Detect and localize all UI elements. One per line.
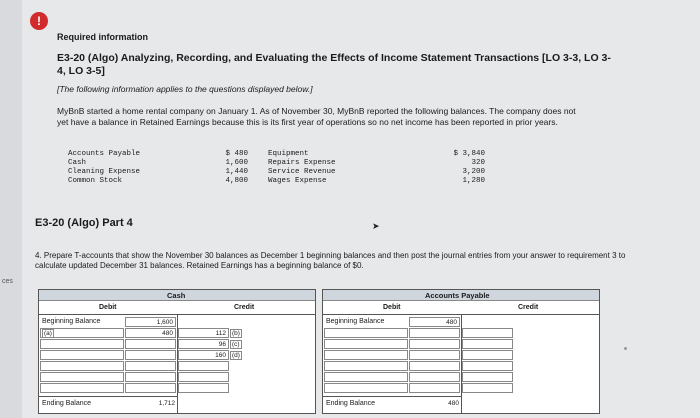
scenario-paragraph: MyBnB started a home rental company on January 1. As of November 30, MyBnB reported the following balances. The company does not yet have a balance in Retained Earnings because this is its first year of operations so no net income has been reported in prior years. <box>57 106 576 127</box>
credit-value: 96 <box>218 341 226 348</box>
credit-input[interactable] <box>178 339 229 349</box>
balance-name: Repairs Expense <box>268 159 336 167</box>
debit-input[interactable] <box>409 328 460 338</box>
credit-header: Credit <box>234 304 255 311</box>
debit-value: 480 <box>162 330 173 337</box>
ending-separator <box>323 396 461 397</box>
sidebar-cut-text: ces <box>2 278 13 285</box>
t-account-title: Cash <box>167 291 186 300</box>
t-account-cash <box>38 289 316 414</box>
account-label-select[interactable] <box>324 350 408 360</box>
account-label-select[interactable] <box>40 350 124 360</box>
debit-input[interactable] <box>125 328 176 338</box>
credit-input[interactable] <box>178 383 229 393</box>
debit-input[interactable] <box>125 361 176 371</box>
balance-value: 4,800 <box>225 177 248 185</box>
debit-input[interactable] <box>409 372 460 382</box>
beginning-balance-value: 1,600 <box>156 319 173 326</box>
balance-name: Common Stock <box>68 177 123 185</box>
balance-name: Wages Expense <box>268 177 327 185</box>
credit-input[interactable] <box>462 328 513 338</box>
left-sidebar <box>0 0 22 418</box>
t-account-header <box>323 290 599 301</box>
debit-input[interactable] <box>125 350 176 360</box>
account-label-select[interactable] <box>324 328 408 338</box>
account-label-select[interactable] <box>40 361 124 371</box>
debit-input[interactable] <box>125 339 176 349</box>
credit-input[interactable] <box>178 361 229 371</box>
balance-name: Cleaning Expense <box>68 168 141 176</box>
question-4-text: 4. Prepare T-accounts that show the November 30 balances as December 1 beginning balances and then post the journal entries from your answer to requirement 3 to calculate updated December 31 balances. Retained Earnings has a beginning balance of $0. <box>35 251 626 270</box>
decorative-dot <box>624 347 627 350</box>
balance-value: 1,440 <box>225 168 248 176</box>
entry-letter[interactable]: (d) <box>230 351 242 360</box>
credit-input[interactable] <box>178 372 229 382</box>
debit-input[interactable] <box>125 372 176 382</box>
credit-value: 160 <box>215 352 226 359</box>
credit-input[interactable] <box>178 328 229 338</box>
credit-input[interactable] <box>462 361 513 371</box>
credit-header: Credit <box>518 304 539 311</box>
account-label-select[interactable] <box>40 383 124 393</box>
balance-value: 1,280 <box>462 177 485 185</box>
entry-letter[interactable]: (b) <box>230 329 242 338</box>
ending-balance-value: 1,712 <box>158 400 175 407</box>
account-label-select[interactable] <box>324 383 408 393</box>
mouse-cursor-icon: ➤ <box>372 221 380 231</box>
part-title: E3-20 (Algo) Part 4 <box>35 217 133 229</box>
credit-input[interactable] <box>462 383 513 393</box>
t-account-title: Accounts Payable <box>425 291 490 300</box>
balances-values-col1 <box>215 150 248 186</box>
balance-value: 1,600 <box>225 159 248 167</box>
entry-letter[interactable]: (c) <box>230 340 242 349</box>
credit-input[interactable] <box>462 372 513 382</box>
balance-name: Accounts Payable <box>68 150 141 158</box>
alert-icon: ! <box>30 12 48 30</box>
credit-value: 112 <box>215 330 226 337</box>
exercise-title: E3-20 (Algo) Analyzing, Recording, and Evaluating the Effects of Income Statement Transactions [LO 3-3, LO 3-4, LO 3-5] <box>57 52 611 77</box>
beginning-balance-label: Beginning Balance <box>326 318 385 325</box>
debit-input[interactable] <box>409 339 460 349</box>
beginning-balance-value: 480 <box>446 319 457 326</box>
account-label-select[interactable] <box>324 339 408 349</box>
beginning-balance-label: Beginning Balance <box>42 318 101 325</box>
credit-input[interactable] <box>178 350 229 360</box>
balance-name: Service Revenue <box>268 168 336 176</box>
ending-balance-value: 480 <box>448 400 459 407</box>
balance-name: Cash <box>68 159 87 167</box>
balance-value: $ 3,840 <box>453 150 485 158</box>
balance-value: 3,200 <box>462 168 485 176</box>
debit-header: Debit <box>99 304 117 311</box>
info-note: [The following information applies to the questions displayed below.] <box>57 84 313 94</box>
debit-input[interactable] <box>409 350 460 360</box>
account-label-select[interactable] <box>40 328 124 338</box>
balances-values-col2 <box>450 150 485 186</box>
ending-separator <box>39 396 177 397</box>
debit-input[interactable] <box>409 383 460 393</box>
t-account-header <box>39 290 315 301</box>
balance-name: Equipment <box>268 150 309 158</box>
balance-value: 320 <box>471 159 485 167</box>
debit-input[interactable] <box>409 361 460 371</box>
debit-header: Debit <box>383 304 401 311</box>
balances-names-col1 <box>68 150 140 186</box>
balance-value: $ 480 <box>225 150 248 158</box>
account-label-select[interactable] <box>324 361 408 371</box>
account-label-select[interactable] <box>324 372 408 382</box>
debit-input[interactable] <box>125 317 176 327</box>
credit-input[interactable] <box>462 339 513 349</box>
account-label-select[interactable] <box>40 372 124 382</box>
ending-balance-label: Ending Balance <box>326 400 376 407</box>
debit-input[interactable] <box>409 317 460 327</box>
balances-names-col2 <box>268 150 336 186</box>
t-account-accounts-payable <box>322 289 600 414</box>
account-label-select[interactable] <box>40 339 124 349</box>
ending-balance-label: Ending Balance <box>42 400 92 407</box>
credit-input[interactable] <box>462 350 513 360</box>
debit-input[interactable] <box>125 383 176 393</box>
entry-letter: (a) <box>42 329 54 338</box>
required-information-label: Required information <box>57 32 149 42</box>
